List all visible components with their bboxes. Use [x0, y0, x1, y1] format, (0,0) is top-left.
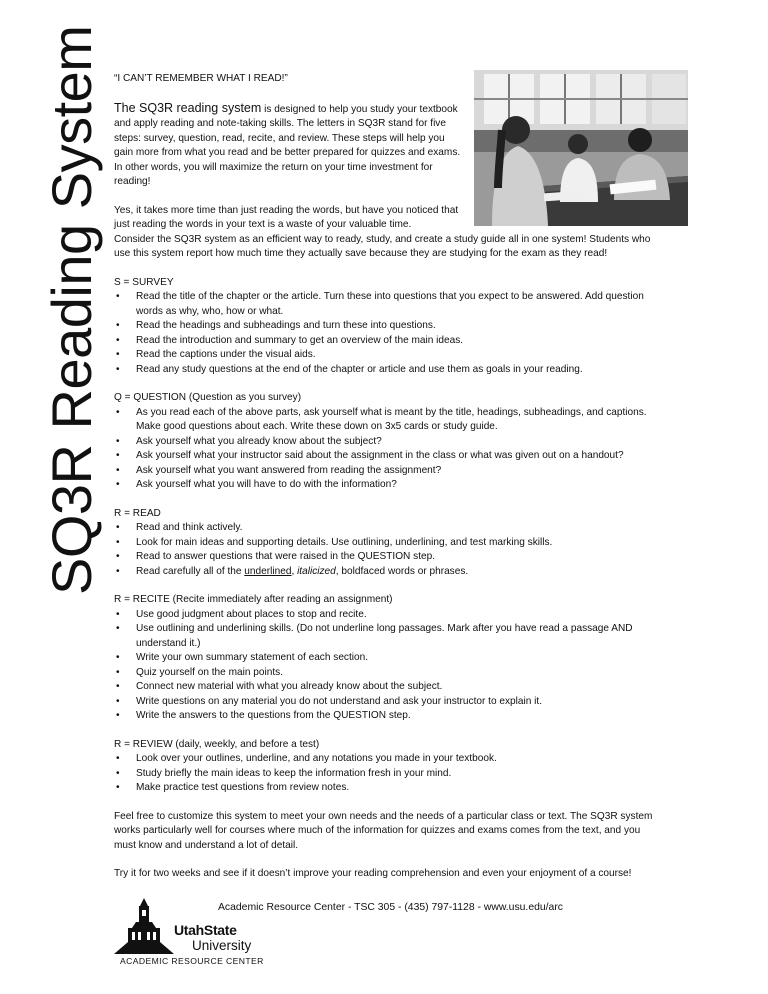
list-item: • Read the captions under the visual aids.: [114, 348, 656, 363]
list-item: • Write your own summary statement of each section.: [114, 651, 656, 666]
recite-section: [114, 593, 656, 724]
intro-text: is designed to help you study your textbook and apply reading and note-taking skills. The letters in SQ3R stand for five steps: survey, question, read, recite, and review. These steps will help you gain more from what you read and be better prepared for quizzes and exams. In other words, you will maximize the return on your time investment for reading!: [114, 103, 461, 187]
list-item: • Ask yourself what you want answered from reading the assignment?: [114, 464, 656, 479]
list-item: • Use outlining and underlining skills. (Do not underline long passages. Mark after you have read a passage AND understand it.): [114, 622, 656, 651]
read-last-prefix: Read carefully all of the: [136, 565, 245, 577]
intro-paragraph: [114, 101, 466, 190]
survey-title: S = SURVEY: [114, 276, 174, 288]
list-item: • Study briefly the main ideas to keep the information fresh in your mind.: [114, 767, 656, 782]
list-item: • Read any study questions at the end of the chapter or article and use them as goals in your reading.: [114, 363, 656, 378]
question-section: [114, 391, 656, 493]
page-heading: “I CAN’T REMEMBER WHAT I READ!”: [114, 73, 288, 84]
survey-list: [114, 290, 656, 377]
logo-utahstate: UtahState: [174, 922, 237, 938]
intro-lead: The SQ3R reading system: [114, 100, 262, 115]
list-item: • Use good judgment about places to stop and recite.: [114, 608, 656, 623]
review-title: R = REVIEW (daily, weekly, and before a test): [114, 738, 320, 750]
list-item: • As you read each of the above parts, ask yourself what is meant by the title, headings, subheadings, and captions. Make good questions about each. Write these down on 3x5 cards or study guide.: [114, 406, 656, 435]
read-last-sep: ,: [291, 565, 298, 577]
list-item: • Connect new material with what you already know about the subject.: [114, 680, 656, 695]
list-item: • Ask yourself what you will have to do with the information?: [114, 478, 656, 493]
survey-section: [114, 276, 656, 378]
italicized-word: italicized: [297, 565, 336, 577]
paragraph-2-wide: Consider the SQ3R system as an efficient way to ready, study, and create a study guide all in one system! Students who use this system report how much time they actually save because they are studying for the exam as they read!: [114, 233, 651, 259]
list-item: [114, 565, 656, 580]
side-title: SQ3R Reading System: [40, 25, 103, 595]
read-list: [114, 521, 656, 579]
review-section: [114, 738, 656, 796]
question-list: [114, 406, 656, 493]
list-item: • Read the headings and subheadings and turn these into questions.: [114, 319, 656, 334]
list-item: • Ask yourself what you already know about the subject?: [114, 435, 656, 450]
closing-paragraph-1: Feel free to customize this system to meet your own needs and the needs of a particular class or text. The SQ3R system works particularly well for courses where much of the information for quizzes and exams comes from the text, and you must know and understand a lot of detail.: [114, 810, 653, 851]
footer: [114, 892, 674, 972]
logo-university: University: [192, 938, 252, 953]
review-list: [114, 752, 656, 796]
list-item: • Write the answers to the questions from the QUESTION step.: [114, 709, 656, 724]
read-last-suffix: , boldfaced words or phrases.: [335, 565, 469, 577]
list-item: • Read and think actively.: [114, 521, 656, 536]
closing-paragraph-2: Try it for two weeks and see if it doesn’t improve your reading comprehension and even your enjoyment of a course!: [114, 868, 632, 879]
paragraph-2-narrow: Yes, it takes more time than just reading the words, but have you noticed that just reading the words in your text is a waste of your valuable time.: [114, 204, 459, 230]
old-main-tower-icon: [114, 896, 174, 956]
list-item: • Look over your outlines, underline, and any notations you made in your textbook.: [114, 752, 656, 767]
list-item: • Make practice test questions from review notes.: [114, 781, 656, 796]
logo-arc: ACADEMIC RESOURCE CENTER: [120, 956, 264, 966]
list-item: • Ask yourself what your instructor said about the assignment in the class or what was given out on a handout?: [114, 449, 656, 464]
list-item: • Quiz yourself on the main points.: [114, 666, 656, 681]
footer-contact: Academic Resource Center - TSC 305 - (435) 797-1128 - www.usu.edu/arc: [218, 902, 563, 913]
main-content: [114, 72, 656, 896]
recite-list: [114, 608, 656, 724]
read-section: [114, 507, 656, 580]
recite-title: R = RECITE (Recite immediately after reading an assignment): [114, 594, 393, 605]
list-item: • Write questions on any material you do not understand and ask your instructor to explain it.: [114, 695, 656, 710]
list-item: • Look for main ideas and supporting details. Use outlining, underlining, and test marking skills.: [114, 536, 656, 551]
list-item: • Read the title of the chapter or the article. Turn these into questions that you expect to be answered. Add question words as why, who, how or what.: [114, 290, 656, 319]
list-item: • Read to answer questions that were raised in the QUESTION step.: [114, 550, 656, 565]
paragraph-2: [114, 204, 656, 262]
question-title: Q = QUESTION (Question as you survey): [114, 392, 302, 403]
list-item: • Read the introduction and summary to get an overview of the main ideas.: [114, 334, 656, 349]
read-title: R = READ: [114, 507, 161, 519]
underlined-word: underlined: [244, 565, 292, 577]
